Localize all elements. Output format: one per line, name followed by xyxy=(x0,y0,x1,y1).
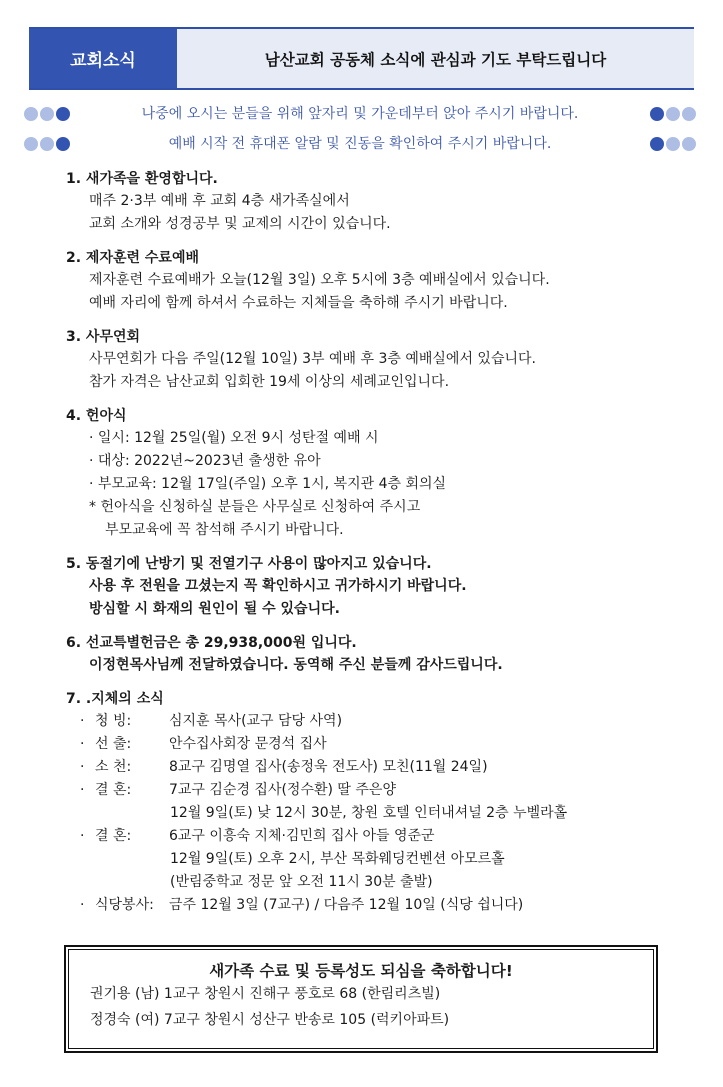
item-dedication xyxy=(66,405,696,542)
item-line: 이정현목사님께 전달하였습니다. 동역해 주신 분들께 감사드립니다. xyxy=(89,657,503,673)
item-line: 사무연회가 다음 주일(12월 10일) 3부 예배 후 3층 예배실에서 있습니다. xyxy=(89,351,536,367)
bullet-icon: · xyxy=(80,759,85,775)
item-line: · 대상: 2022년~2023년 출생한 유아 xyxy=(89,453,321,469)
notice-row-1 xyxy=(24,102,696,126)
item-line: 사용 후 전원을 끄셨는지 꼭 확인하시고 귀가하시기 바랍니다. xyxy=(89,578,467,594)
item-line: 부모교육에 꼭 참석해 주시기 바랍니다. xyxy=(105,522,344,538)
item-line: · 부모교육: 12월 17일(주일) 오후 1시, 복지관 4층 회의실 xyxy=(89,476,447,492)
item-fire-safety xyxy=(66,553,696,621)
news-continuation: 12월 9일(토) 낮 12시 30분, 창원 호텔 인터내셔널 2층 누벨라홀 xyxy=(170,805,568,821)
item-title: 4. 헌아식 xyxy=(66,408,127,424)
item-line: 제자훈련 수료예배가 오늘(12월 3일) 오후 5시에 3층 예배실에서 있습니다. xyxy=(89,272,550,288)
news-row xyxy=(66,756,696,779)
news-value: 금주 12월 3일 (7교구) / 다음주 12월 10일 (식당 쉽니다) xyxy=(169,897,524,913)
item-title: 6. 선교특별헌금은 총 29,938,000원 입니다. xyxy=(66,635,357,651)
item-disciple-training xyxy=(66,247,696,315)
congratulations-box xyxy=(64,945,658,1053)
item-title: 3. 사무연회 xyxy=(66,329,141,345)
news-label: 선 출: xyxy=(95,736,132,752)
announcements xyxy=(66,168,696,917)
bulletin-header xyxy=(29,27,694,90)
dots-right-icon xyxy=(650,137,696,151)
news-value: 7교구 김순경 집사(정수환) 딸 주은양 xyxy=(169,782,396,798)
bullet-icon: · xyxy=(80,713,85,729)
congrats-line: 정경숙 (여) 7교구 창원시 성산구 반송로 105 (럭키아파트) xyxy=(90,1012,450,1028)
item-line: · 일시: 12월 25일(월) 오전 9시 성탄절 예배 시 xyxy=(89,430,379,446)
news-row xyxy=(66,779,696,802)
news-label: 소 천: xyxy=(95,759,132,775)
news-label: 결 혼: xyxy=(95,782,132,798)
item-line: 교회 소개와 성경공부 및 교제의 시간이 있습니다. xyxy=(89,216,391,232)
item-title: 2. 제자훈련 수료예배 xyxy=(66,250,199,266)
notice-row-2 xyxy=(24,132,696,156)
notice-text: 예배 시작 전 휴대폰 알람 및 진동을 확인하여 주시기 바랍니다. xyxy=(168,136,552,152)
news-value: 8교구 김명열 집사(송정욱 전도사) 모친(11월 24일) xyxy=(169,759,488,775)
news-row xyxy=(66,825,696,848)
news-label: 결 혼: xyxy=(95,828,132,844)
news-label: 식당봉사: xyxy=(95,897,154,913)
news-row xyxy=(66,894,696,917)
news-value: 심지훈 목사(교구 담당 사역) xyxy=(169,713,343,729)
item-title: 7. .지체의 소식 xyxy=(66,691,164,707)
bullet-icon: · xyxy=(80,782,85,798)
bullet-icon: · xyxy=(80,897,85,913)
dots-left-icon xyxy=(24,107,70,121)
item-line: 참가 자격은 남산교회 입회한 19세 이상의 세례교인입니다. xyxy=(89,374,450,390)
news-row xyxy=(66,710,696,733)
dots-right-icon xyxy=(650,107,696,121)
item-line: 방심할 시 화재의 원인이 될 수 있습니다. xyxy=(89,601,340,617)
news-value: 6교구 이흥숙 지체·김민희 집사 아들 영준군 xyxy=(169,828,435,844)
item-title: 1. 새가족을 환영합니다. xyxy=(66,171,218,187)
item-new-family xyxy=(66,168,696,236)
header-bottom-rule xyxy=(29,88,694,90)
notice-text: 나중에 오시는 분들을 위해 앞자리 및 가운데부터 앉아 주시기 바랍니다. xyxy=(141,106,579,122)
item-line: * 헌아식을 신청하실 분들은 사무실로 신청하여 주시고 xyxy=(89,499,421,515)
bullet-icon: · xyxy=(80,828,85,844)
item-mission-offering xyxy=(66,632,696,677)
news-value: 안수집사회장 문경석 집사 xyxy=(169,736,327,752)
item-title: 5. 동절기에 난방기 및 전열기구 사용이 많아지고 있습니다. xyxy=(66,556,432,572)
item-member-news xyxy=(66,688,696,917)
news-continuation: 12월 9일(토) 오후 2시, 부산 목화웨딩컨벤션 아모르홀 xyxy=(170,851,505,867)
congrats-line: 권기용 (남) 1교구 창원시 진해구 풍호로 68 (한림리츠빌) xyxy=(90,986,441,1002)
header-title: 남산교회 공동체 소식에 관심과 기도 부탁드립니다 xyxy=(177,29,694,88)
news-label: 청 빙: xyxy=(95,713,132,729)
item-line: 예배 자리에 함께 하셔서 수료하는 지체들을 축하해 주시기 바랍니다. xyxy=(89,295,508,311)
bullet-icon: · xyxy=(80,736,85,752)
news-row xyxy=(66,733,696,756)
item-line: 매주 2·3부 예배 후 교회 4층 새가족실에서 xyxy=(89,193,350,209)
item-business-meeting xyxy=(66,326,696,394)
news-continuation: (반림중학교 정문 앞 오전 11시 30분 출발) xyxy=(170,874,433,890)
congrats-title: 새가족 수료 및 등록성도 되심을 축하합니다! xyxy=(209,962,513,980)
dots-left-icon xyxy=(24,137,70,151)
section-tag: 교회소식 xyxy=(29,29,177,88)
